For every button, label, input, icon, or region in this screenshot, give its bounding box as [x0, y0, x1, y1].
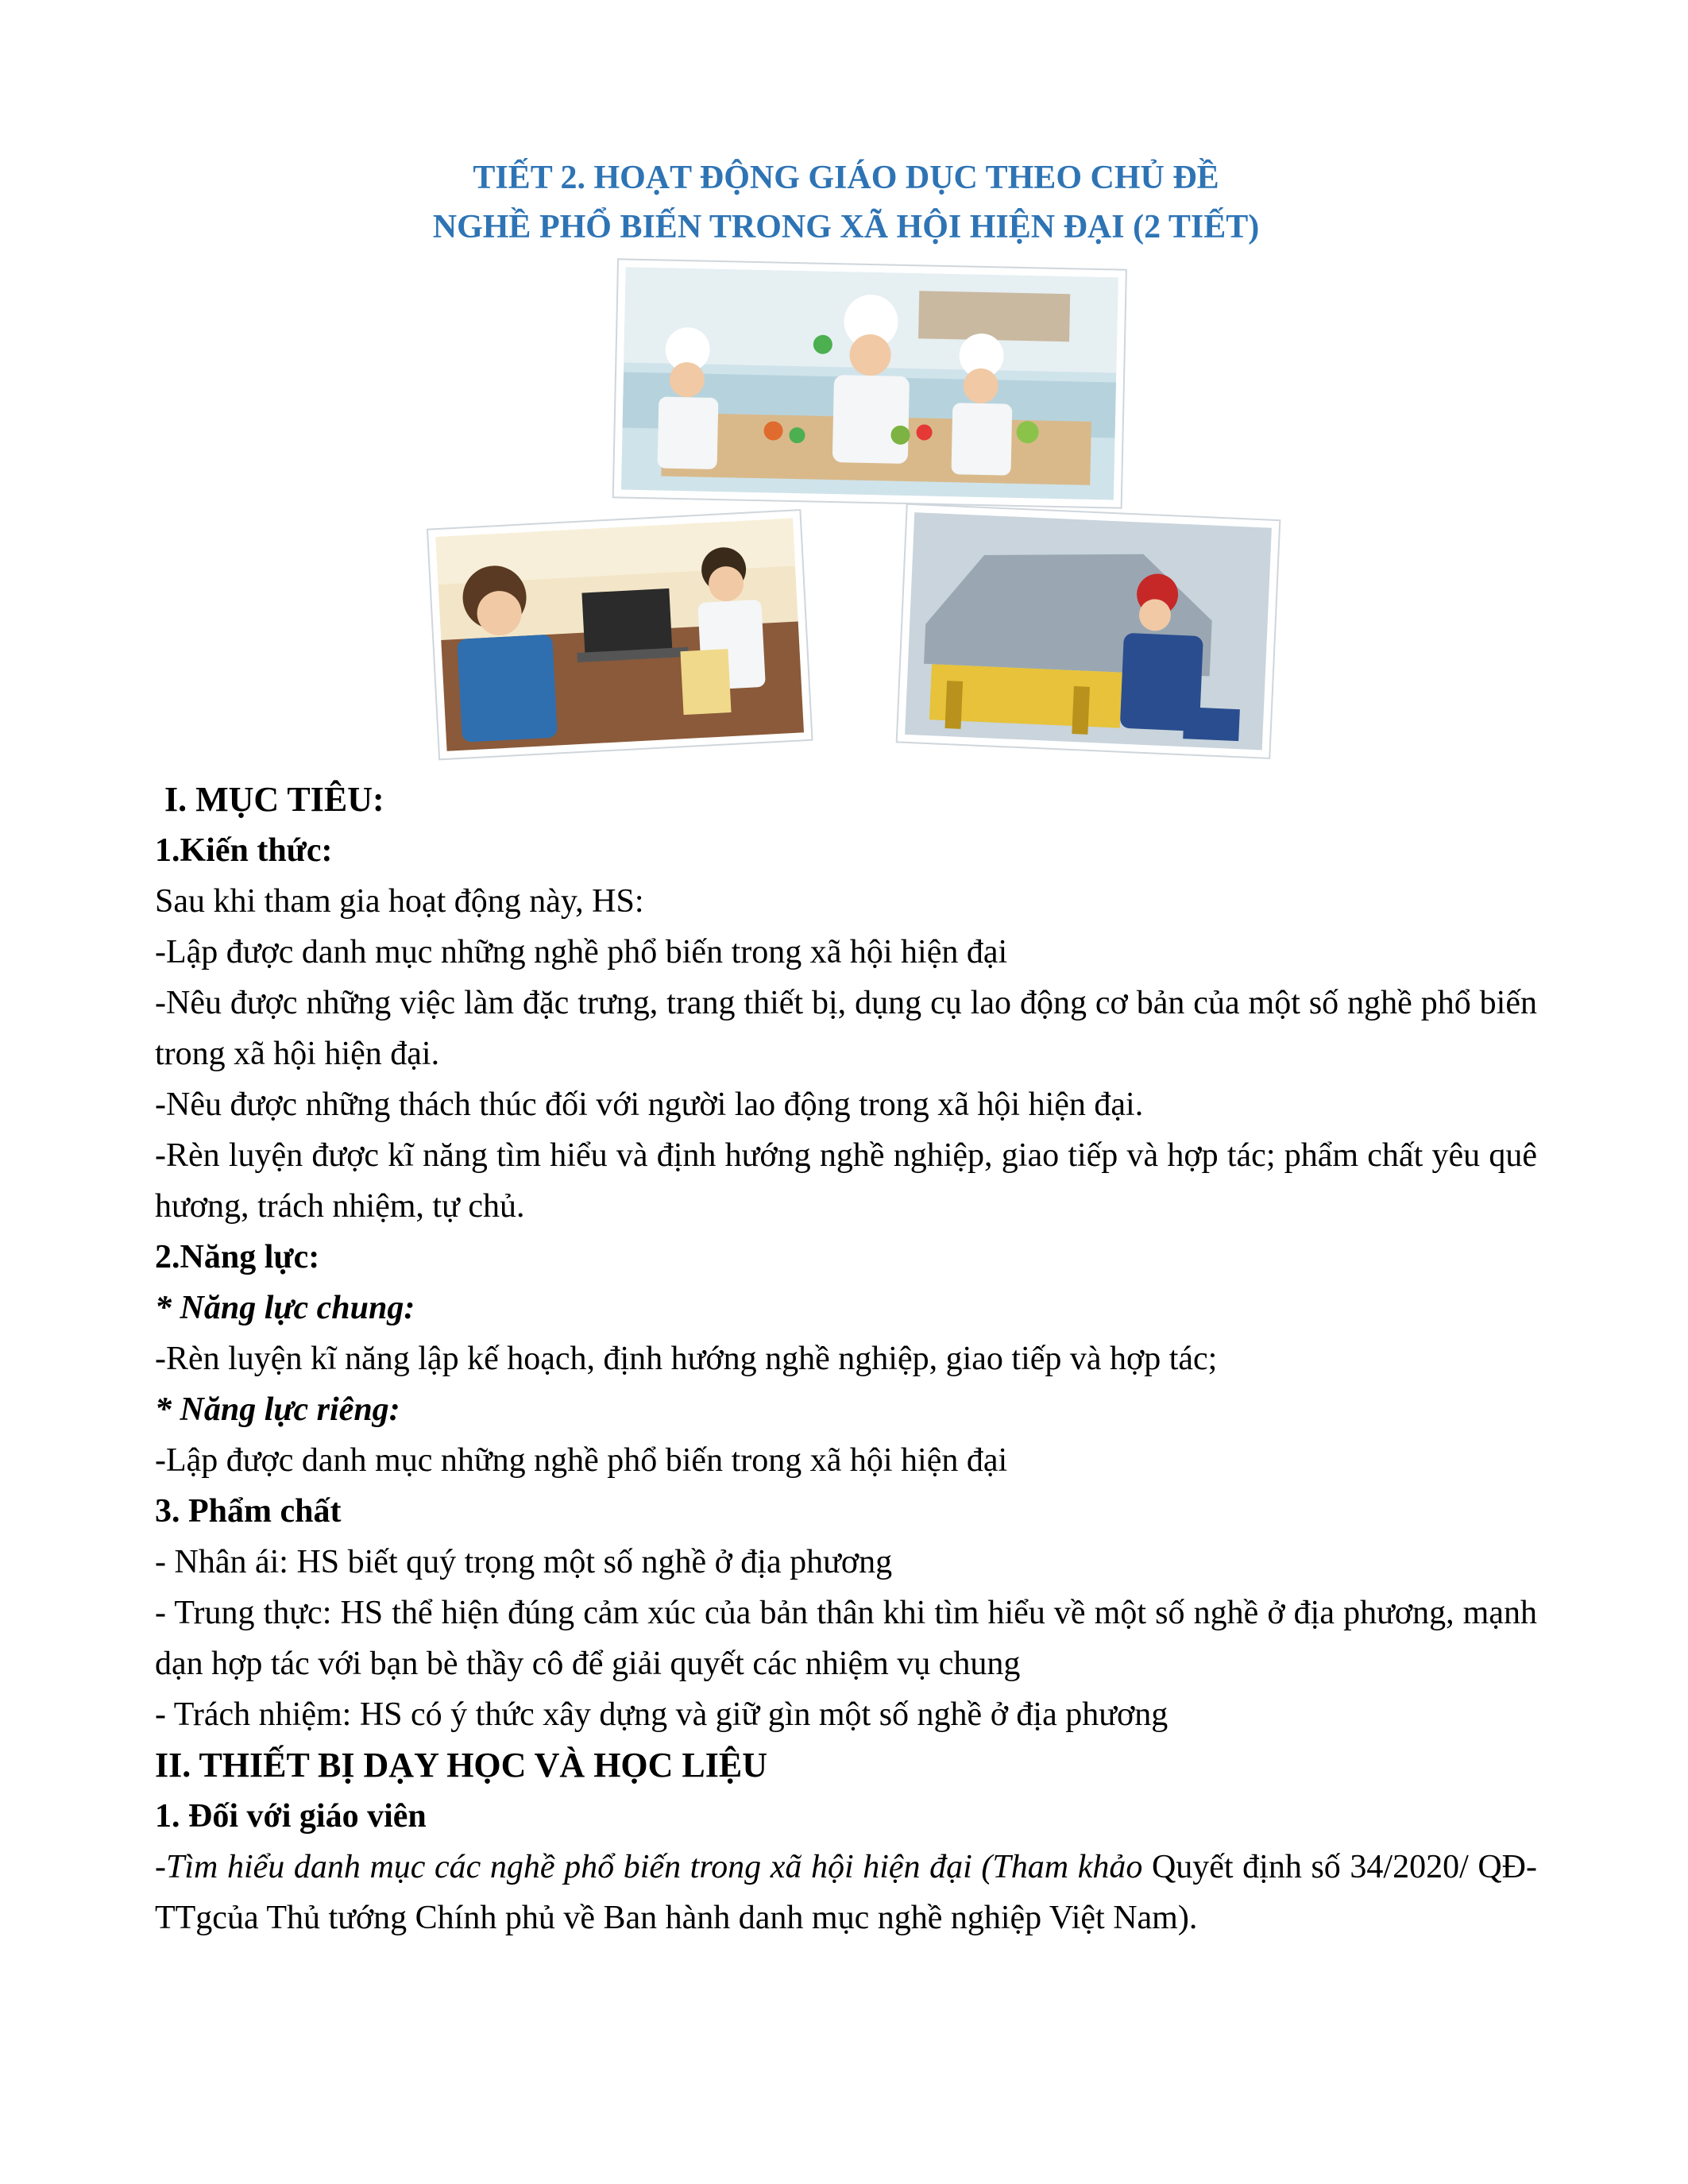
specific-competence-item: -Lập được danh mục những nghề phổ biến trong xã hội hiện đại	[155, 1442, 1008, 1479]
general-competence-item: -Rèn luyện kĩ năng lập kế hoạch, định hướng nghề nghiệp, giao tiếp và hợp tác;	[155, 1341, 1218, 1377]
knowledge-heading: 1.Kiến thức:	[155, 832, 333, 869]
teacher-item-italic: -Tìm hiểu danh mục các nghề phổ biến trong xã hội hiện đại (Tham khảo	[155, 1849, 1143, 1885]
teacher-heading: 1. Đối với giáo viên	[155, 1798, 427, 1835]
section-2-heading: II. THIẾT BỊ DẠY HỌC VÀ HỌC LIỆU	[155, 1746, 768, 1785]
qualities-heading: 3. Phẩm chất	[155, 1493, 342, 1530]
section-1-heading: I. MỤC TIÊU:	[164, 780, 384, 819]
knowledge-item: -Rèn luyện được kĩ năng tìm hiểu và định hướng nghề nghiệp, giao tiếp và hợp tác; phẩm chất yêu quê hương, trách nhiệm, tự chủ.	[155, 1137, 1537, 1225]
qualities-item: - Trung thực: HS thể hiện đúng cảm xúc của bản thân khi tìm hiểu về một số nghề ở địa phương, mạnh dạn hợp tác với bạn bè thầy cô để giải quyết các nhiệm vụ chung	[155, 1595, 1537, 1682]
page-title-line-1: TIẾT 2. HOẠT ĐỘNG GIÁO DỤC THEO CHỦ ĐỀ	[473, 160, 1219, 196]
careers-illustration	[425, 258, 1291, 766]
car-factory-picture	[897, 504, 1280, 758]
competence-heading: 2.Năng lực:	[155, 1239, 320, 1275]
general-competence-heading: * Năng lực chung:	[155, 1290, 415, 1326]
page-title-line-2: NGHỀ PHỔ BIẾN TRONG XÃ HỘI HIỆN ĐẠI (2 TIẾT)	[432, 209, 1260, 245]
specific-competence-heading: * Năng lực riêng:	[155, 1391, 400, 1428]
office-work-picture	[427, 510, 813, 759]
qualities-item: - Nhân ái: HS biết quý trọng một số nghề ở địa phương	[155, 1544, 893, 1580]
teacher-item-normal: Quyết định số 34/2020/ QĐ-TTgcủa Thủ tướng Chính phủ về Ban hành danh mục nghề nghiệp Việt Nam).	[155, 1849, 1537, 1936]
knowledge-item: -Lập được danh mục những nghề phổ biến trong xã hội hiện đại	[155, 934, 1008, 970]
teacher-item	[155, 1842, 1537, 1943]
qualities-item: - Trách nhiệm: HS có ý thức xây dựng và giữ gìn một số nghề ở địa phương	[155, 1696, 1168, 1733]
knowledge-item: -Nêu được những việc làm đặc trưng, trang thiết bị, dụng cụ lao động cơ bản của một số nghề phổ biến trong xã hội hiện đại.	[155, 985, 1537, 1072]
document-body	[155, 774, 1537, 1943]
chef-kitchen-picture	[613, 259, 1126, 507]
knowledge-intro: Sau khi tham gia hoạt động này, HS:	[155, 883, 644, 920]
knowledge-item: -Nêu được những thách thúc đối với người lao động trong xã hội hiện đại.	[155, 1086, 1144, 1123]
